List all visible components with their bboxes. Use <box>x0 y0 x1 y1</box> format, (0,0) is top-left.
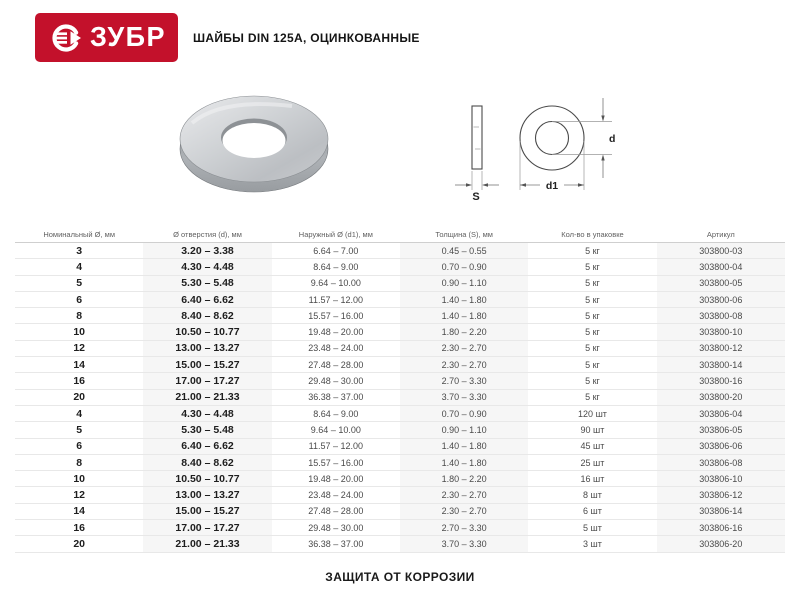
table-cell: 1.40 – 1.80 <box>400 292 528 307</box>
table-cell: 21.00 – 21.33 <box>143 390 271 405</box>
table-cell: 303800-06 <box>657 292 785 307</box>
table-cell: 5 <box>76 423 83 436</box>
table-cell: 15.00 – 15.27 <box>143 504 271 519</box>
table-cell: 20 <box>73 537 85 550</box>
table-row <box>15 373 785 389</box>
table-cell: 5 кг <box>585 245 600 256</box>
table-cell: 5 кг <box>585 327 600 338</box>
table-cell: 2.30 – 2.70 <box>400 504 528 519</box>
dimension-diagram <box>440 83 640 218</box>
table-cell: 21.00 – 21.33 <box>143 536 271 551</box>
table-cell: 16 <box>73 521 85 534</box>
zubr-bison-arrow-icon <box>47 19 83 57</box>
page-title: ШАЙБЫ DIN 125A, ОЦИНКОВАННЫЕ <box>193 31 420 45</box>
inner-diameter-dimension-label: d <box>609 133 616 145</box>
thickness-dimension-label: S <box>472 191 480 203</box>
table-cell: 8 шт <box>583 490 602 501</box>
table-cell: 8.40 – 8.62 <box>143 455 271 470</box>
washer-side-view <box>472 106 482 169</box>
table-cell: 2.70 – 3.30 <box>400 373 528 388</box>
table-cell: 3 шт <box>583 538 602 549</box>
column-header: Номинальный Ø, мм <box>43 229 115 239</box>
table-row <box>15 341 785 357</box>
table-cell: 303800-10 <box>657 324 785 339</box>
table-cell: 6 <box>76 293 83 306</box>
table-cell: 303800-12 <box>657 341 785 356</box>
table-cell: 14 <box>73 505 85 518</box>
table-cell: 303806-14 <box>657 504 785 519</box>
table-cell: 3.70 – 3.30 <box>400 390 528 405</box>
washer-front-view-inner <box>536 122 569 155</box>
table-cell: 15.57 – 16.00 <box>308 457 364 468</box>
table-cell: 0.70 – 0.90 <box>400 259 528 274</box>
table-cell: 5 кг <box>585 278 600 289</box>
table-row <box>15 406 785 422</box>
table-cell: 303806-05 <box>657 422 785 437</box>
table-cell: 0.70 – 0.90 <box>400 406 528 421</box>
table-cell: 4 <box>76 260 83 273</box>
outer-diameter-dimension-label: d1 <box>545 180 559 192</box>
table-cell: 2.30 – 2.70 <box>400 357 528 372</box>
column-header: Ø отверстия (d), мм <box>173 229 242 239</box>
table-row <box>15 292 785 308</box>
table-cell: 6.40 – 6.62 <box>143 292 271 307</box>
table-cell: 303800-14 <box>657 357 785 372</box>
washer-product-image <box>172 78 340 206</box>
table-cell: 5.30 – 5.48 <box>143 276 271 291</box>
table-cell: 19.48 – 20.00 <box>308 327 364 338</box>
table-cell: 13.00 – 13.27 <box>143 341 271 356</box>
table-cell: 6.64 – 7.00 <box>313 245 359 256</box>
table-cell: 5 кг <box>585 359 600 370</box>
table-cell: 8.64 – 9.00 <box>313 261 359 272</box>
table-cell: 303800-05 <box>657 276 785 291</box>
brand-name: ЗУБР <box>89 21 167 53</box>
table-cell: 11.57 – 12.00 <box>308 294 364 305</box>
table-cell: 9.64 – 10.00 <box>310 278 361 289</box>
spec-table-body <box>15 243 785 553</box>
table-cell: 303800-03 <box>657 243 785 258</box>
table-cell: 5 <box>76 277 83 290</box>
table-cell: 8 <box>76 309 83 322</box>
table-cell: 8 <box>76 456 83 469</box>
table-row <box>15 439 785 455</box>
table-row <box>15 536 785 552</box>
table-cell: 11.57 – 12.00 <box>308 441 364 452</box>
corrosion-protection-note: ЗАЩИТА ОТ КОРРОЗИИ <box>325 570 475 584</box>
table-row <box>15 324 785 340</box>
table-cell: 2.30 – 2.70 <box>400 341 528 356</box>
zubr-logo <box>35 13 178 62</box>
table-cell: 5 кг <box>585 376 600 387</box>
table-cell: 36.38 – 37.00 <box>308 392 364 403</box>
table-cell: 10.50 – 10.77 <box>143 324 271 339</box>
table-cell: 1.40 – 1.80 <box>400 308 528 323</box>
table-cell: 25 шт <box>580 457 605 468</box>
table-row <box>15 276 785 292</box>
table-cell: 29.48 – 30.00 <box>308 376 364 387</box>
table-cell: 2.70 – 3.30 <box>400 520 528 535</box>
table-cell: 5 кг <box>585 294 600 305</box>
table-cell: 0.45 – 0.55 <box>400 243 528 258</box>
table-cell: 4 <box>76 407 83 420</box>
table-row <box>15 520 785 536</box>
table-cell: 12 <box>73 489 85 502</box>
table-cell: 5 кг <box>585 261 600 272</box>
table-cell: 3 <box>76 244 83 257</box>
table-cell: 27.48 – 28.00 <box>308 506 364 517</box>
table-cell: 17.00 – 17.27 <box>143 373 271 388</box>
table-cell: 15.57 – 16.00 <box>308 310 364 321</box>
table-cell: 6 <box>76 440 83 453</box>
table-cell: 6 шт <box>583 506 602 517</box>
table-cell: 10.50 – 10.77 <box>143 471 271 486</box>
table-row <box>15 259 785 275</box>
table-cell: 13.00 – 13.27 <box>143 487 271 502</box>
table-cell: 16 <box>73 375 85 388</box>
table-cell: 8.64 – 9.00 <box>313 408 359 419</box>
table-cell: 9.64 – 10.00 <box>310 424 361 435</box>
table-cell: 16 шт <box>580 473 605 484</box>
table-cell: 303800-04 <box>657 259 785 274</box>
table-cell: 23.48 – 24.00 <box>308 490 364 501</box>
table-cell: 303800-20 <box>657 390 785 405</box>
table-cell: 0.90 – 1.10 <box>400 422 528 437</box>
table-cell: 1.40 – 1.80 <box>400 455 528 470</box>
table-cell: 19.48 – 20.00 <box>308 473 364 484</box>
table-cell: 90 шт <box>580 424 605 435</box>
column-header: Кол-во в упаковке <box>561 229 624 239</box>
table-row <box>15 455 785 471</box>
table-cell: 1.80 – 2.20 <box>400 324 528 339</box>
table-cell: 3.70 – 3.30 <box>400 536 528 551</box>
table-cell: 4.30 – 4.48 <box>143 406 271 421</box>
washer-front-view-outer <box>520 106 584 170</box>
table-cell: 20 <box>73 391 85 404</box>
table-cell: 5 кг <box>585 310 600 321</box>
table-cell: 303806-16 <box>657 520 785 535</box>
table-cell: 17.00 – 17.27 <box>143 520 271 535</box>
table-row <box>15 308 785 324</box>
table-cell: 303806-06 <box>657 439 785 454</box>
table-cell: 5.30 – 5.48 <box>143 422 271 437</box>
table-cell: 14 <box>73 358 85 371</box>
column-header: Наружный Ø (d1), мм <box>298 229 373 239</box>
table-cell: 23.48 – 24.00 <box>308 343 364 354</box>
table-cell: 4.30 – 4.48 <box>143 259 271 274</box>
spec-table <box>15 226 785 553</box>
table-cell: 1.80 – 2.20 <box>400 471 528 486</box>
table-cell: 10 <box>73 472 85 485</box>
table-cell: 27.48 – 28.00 <box>308 359 364 370</box>
table-row <box>15 422 785 438</box>
table-cell: 15.00 – 15.27 <box>143 357 271 372</box>
column-header: Артикул <box>706 229 735 239</box>
table-cell: 2.30 – 2.70 <box>400 487 528 502</box>
table-cell: 0.90 – 1.10 <box>400 276 528 291</box>
table-row <box>15 504 785 520</box>
table-cell: 29.48 – 30.00 <box>308 522 364 533</box>
table-row <box>15 487 785 503</box>
table-cell: 303806-20 <box>657 536 785 551</box>
table-cell: 3.20 – 3.38 <box>143 243 271 258</box>
table-cell: 10 <box>73 326 85 339</box>
table-cell: 303800-08 <box>657 308 785 323</box>
table-cell: 12 <box>73 342 85 355</box>
table-cell: 8.40 – 8.62 <box>143 308 271 323</box>
table-cell: 120 шт <box>578 408 607 419</box>
table-cell: 5 шт <box>583 522 602 533</box>
table-row <box>15 390 785 406</box>
table-row <box>15 357 785 373</box>
table-cell: 303806-12 <box>657 487 785 502</box>
table-cell: 303800-16 <box>657 373 785 388</box>
table-cell: 5 кг <box>585 343 600 354</box>
table-header-row <box>15 226 785 243</box>
table-cell: 6.40 – 6.62 <box>143 439 271 454</box>
column-header: Толщина (S), мм <box>435 229 493 239</box>
table-cell: 303806-08 <box>657 455 785 470</box>
table-cell: 303806-10 <box>657 471 785 486</box>
table-cell: 45 шт <box>580 441 605 452</box>
table-cell: 1.40 – 1.80 <box>400 439 528 454</box>
table-row <box>15 243 785 259</box>
table-cell: 303806-04 <box>657 406 785 421</box>
table-cell: 5 кг <box>585 392 600 403</box>
table-row <box>15 471 785 487</box>
table-cell: 36.38 – 37.00 <box>308 538 364 549</box>
